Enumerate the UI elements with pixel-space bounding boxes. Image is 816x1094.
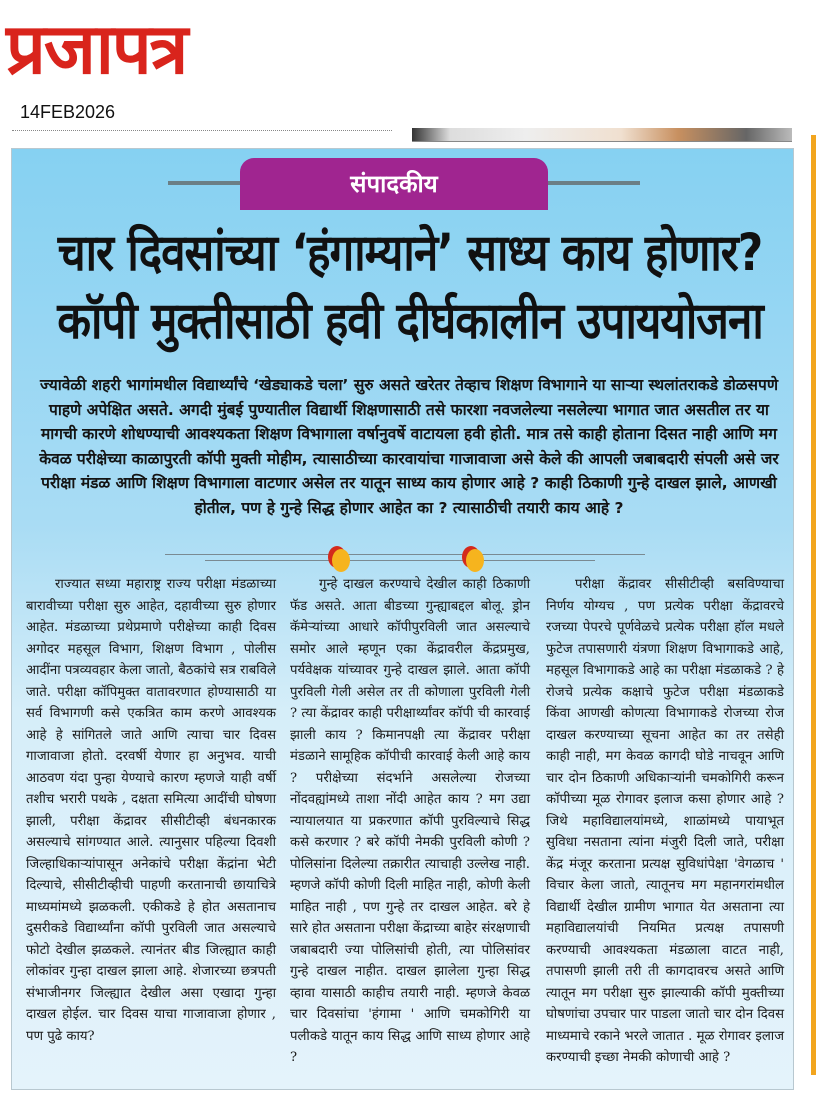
article-column-3 [546, 574, 784, 1069]
previous-article-strip [12, 130, 392, 139]
masthead-logo: प्रजापत्र [6, 8, 187, 90]
page-edge-rule [811, 135, 816, 1075]
section-rule-left [168, 181, 243, 185]
column-3-text: परीक्षा केंद्रावर सीसीटीव्ही बसविण्याचा निर्णय योग्यच , पण प्रत्येक परीक्षा केंद्रावरचे रजच्या पेपरचे पूर्णवेळचे प्रत्येक परीक्षा हॉल मधले फुटेज तपासणारी यंत्रणा शिक्षण विभागाकडे आहे, महसूल विभागाकडे आहे का परीक्षा मंडळाकडे ? हे रोजचे प्रत्येक कक्षाचे फुटेज परीक्षा मंडळाकडे किंवा आणखी कोणत्या विभागाकडे रोजच्या रोज दाखल करण्याच्या सूचना आहेत का तर तसेही काही नाही, मग केवळ कागदी घोडे नाचवून आणि चार दोन ठिकाणी अधिकाऱ्यांनी चमकोगिरी करून कॉपीच्या मूळ रोगावर इलाज कसा होणार आहे ? जिथे महाविद्यालयांमध्ये, शाळांमध्ये पायाभूत सुविधा नसताना त्यांना मंजुरी दिली जाते, परीक्षा केंद्र मंजूर करताना प्रत्यक्ष सुविधांपेक्षा 'वेगळाच ' विचार केला जातो, त्यातूनच मग महानगरांमधील विद्यार्थी देखील ग्रामीण भागात येत असताना त्या महाविद्यालयांची नियमित प्रत्यक्ष तपासणी करण्याची आवश्यकता मंडळाला वाटत नाही, तपासणी झाली तरी ती कागदावरच असते आणि त्यातून मग परीक्षा सुरु झाल्याकी कॉपी मुक्तीच्या घोषणांचा उपचार पार पाडला जातो चार दोन दिवस माध्यमाचे रकाने भरले जातात . मूळ रोगावर इलाज करण्याची इच्छा नेमकी कोणाची आहे ? [546, 577, 784, 1065]
intro-paragraph: ज्यावेळी शहरी भागांमधील विद्यार्थ्यांचे ‘खेड्याकडे चला’ सुरु असते खरेतर तेव्हाच शिक्षण विभागाने या साऱ्या स्थलांतराकडे डोळसपणे पाहणे अपेक्षित असते. अगदी मुंबई पुण्यातील विद्यार्थी शिक्षणासाठी तसे फारशा नवजलेल्या नसलेल्या भागात जात असतील तर या मागची कारणे शोधण्याची आवश्यकता शिक्षण विभागाला वर्षानुवर्षे वाटायला हवी होती. मात्र तसे काही होताना दिसत नाही आणि मग केवळ परीक्षेच्या काळापुरती कॉपी मुक्ती मोहीम, त्यासाठीच्या कारवायांचा गाजावाजा असे केले की आपली जबाबदारी संपली असे जर परीक्षा मंडळ आणि शिक्षण विभागाला वाटणार असेल तर यातून साध्य काय होणार आहे ? काही ठिकाणी गुन्हे दाखल झाले, आणखी होतील, पण हे गुन्हे सिद्ध होणार आहेत का ? त्यासाठीची तयारी काय आहे ? [39, 376, 779, 517]
issue-date: 14FEB2026 [20, 102, 116, 122]
headline-line-2: कॉपी मुक्तीसाठी हवी दीर्घकालीन उपाययोजना [57, 292, 763, 351]
headline-line-1: चार दिवसांच्या ‘हंगाम्याने’ साध्य काय होणार? [57, 224, 763, 283]
column-1-text: राज्यात सध्या महाराष्ट्र राज्य परीक्षा मंडळाच्या बारावीच्या परीक्षा सुरु आहेत, दहावीच्या सुरु होणार आहेत. मंडळाच्या प्रथेप्रमाणे परीक्षेच्या काही दिवस अगोदर महसूल विभाग, शिक्षण विभाग , पोलीस आदींना पत्रव्यवहार केला जातो, बैठकांचे सत्र राबविले जाते. परीक्षा कॉपिमुक्त वातावरणात होण्यासाठी या सर्व विभागणी कसे एकत्रित काम करणे आवश्यक आहे हे सांगितले जाते आणि त्याचा चार दिवस गाजावाजा होतो. दरवर्षी येणार हा अनुभव. याची आठवण यंदा पुन्हा येण्याचे कारण म्हणजे याही वर्षी तशीच भरारी पथके , दक्षता समित्या आदींची घोषणा झाली, परीक्षा केंद्रावर सीसीटीव्ही बंधनकारक असल्याचे सांगण्यात आले. त्यानुसार पहिल्या दिवशी जिल्हाधिकाऱ्यांपासून अनेकांचे परीक्षा केंद्रांना भेटी दिल्याचे, सीसीटीव्हीची पाहणी करतानाची छायाचित्रे माध्यमांमध्ये झळकली. एकीकडे हे होत असतानाच दुसरीकडे विद्यार्थ्यांना कॉपी पुरविली जात असल्याचे फोटो देखील झळकले. त्यानंतर बीड जिल्ह्यात काही लोकांवर गुन्हा दाखल झाला आहे. शेजारच्या छत्रपती संभाजीनगर जिल्ह्यात देखील असा एखादा गुन्हा दाखल होईल. चार दिवस याचा गाजावाजा होणार , पण पुढे काय? [26, 577, 276, 1044]
ornament-dot-left [328, 546, 350, 572]
ornament-dot-right [462, 546, 484, 572]
divider-line-inner [205, 560, 595, 561]
previous-article-photo [412, 128, 792, 142]
column-2-text: गुन्हे दाखल करण्याचे देखील काही ठिकाणी फॅड असते. आता बीडच्या गुन्ह्याबद्दल बोलू. ड्रोन कॅमेऱ्यांच्या आधारे कॉपीपुरविली जात असल्याचे समोर आले म्हणून एका केंद्रावरील केंद्रप्रमुख, पर्यवेक्षक यांच्यावर गुन्हे दाखल झाले. आता कॉपी पुरविली गेली असेल तर ती कोणाला पुरविली गेली ? त्या केंद्रावर काही परीक्षार्थ्यांवर कॉपी ची कारवाई झाली काय ? किमानपक्षी त्या केंद्रावर परीक्षा मंडळाने सामूहिक कॉपीची कारवाई केली आहे काय ? परीक्षेच्या संदर्भाने असलेल्या रोजच्या नोंदवह्यांमध्ये ताशा नोंदी आहेत काय ? मग उद्या न्यायालयात या प्रकरणात कॉपी पुरविल्याचे सिद्ध कसे करणार ? बरे कॉपी नेमकी पुरविली कोणी ? पोलिसांना दिलेल्या तक्रारीत त्याचाही उल्लेख नाही. म्हणजे कॉपी कोणी दिली माहित नाही, कोणी केली माहित नाही , पण गुन्हे तर दाखल आहेत. बरे हे सारे होत असताना परीक्षा केंद्राच्या बाहेर संरक्षणाची जबाबदारी ज्या पोलिसांची होती, त्या पोलिसांवर गुन्हे दाखल नाहीत. दाखल झालेला गुन्हा सिद्ध व्हावा यासाठी काहीच तयारी नाही. म्हणजे केवळ चार दिवसांचा 'हंगामा ' आणि चमकोगिरी या पलीकडे यातून काय सिद्ध आणि साध्य होणार आहे ? [290, 577, 530, 1065]
section-rule-right [545, 181, 640, 185]
divider-line-outer [165, 554, 645, 555]
section-label: संपादकीय [240, 158, 548, 210]
article-column-2 [290, 574, 530, 1069]
article-column-1 [26, 574, 276, 1047]
